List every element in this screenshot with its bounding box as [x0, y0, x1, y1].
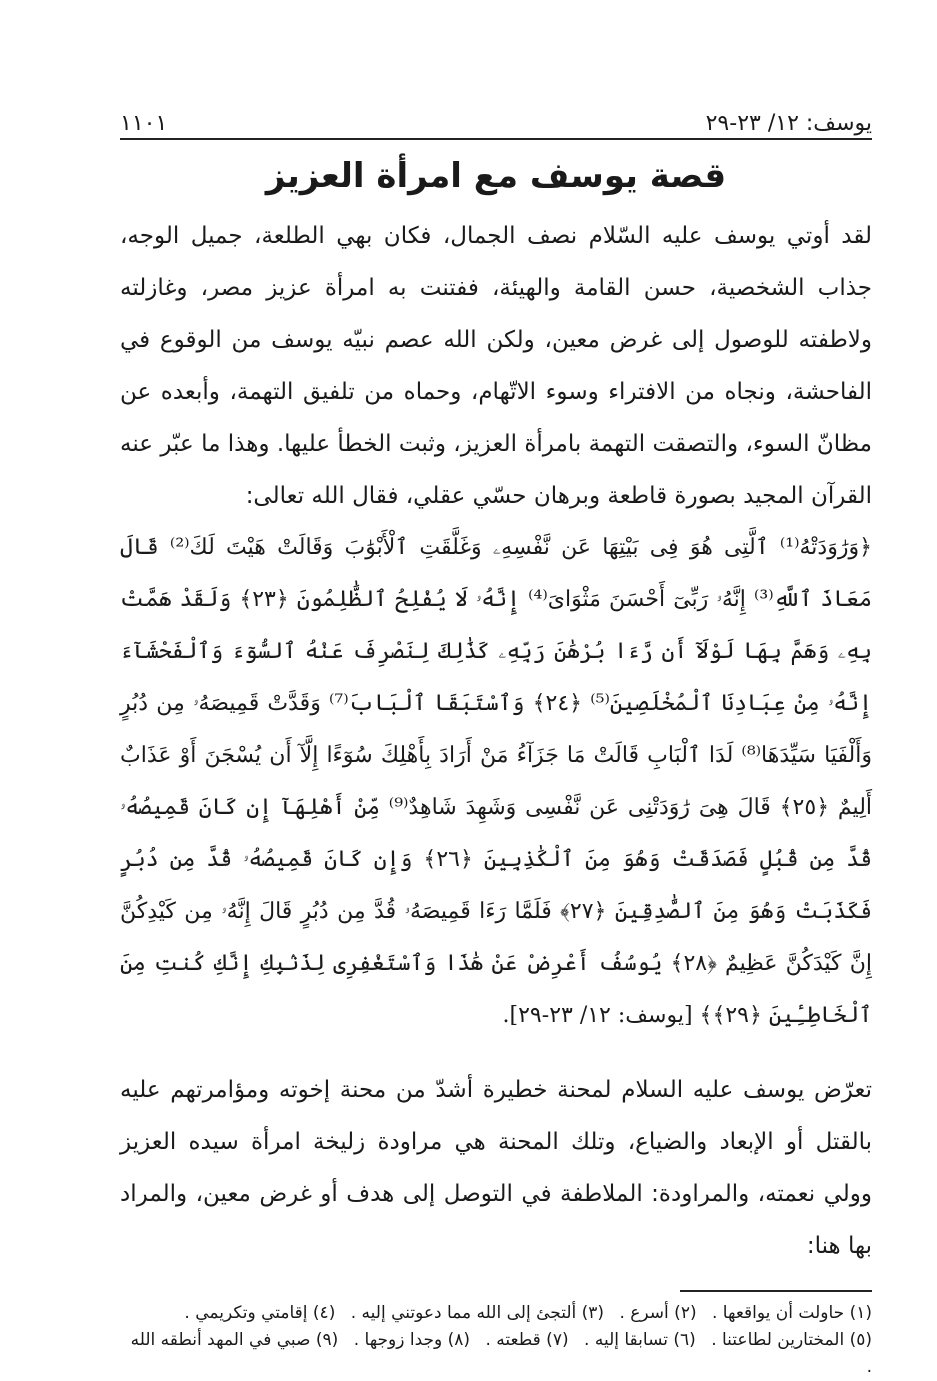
page-header — [120, 96, 872, 136]
chapter-reference: يوسف: ١٢/ ٢٣-٢٩ — [705, 111, 872, 136]
footnote-5: (٥) المختارين لطاعتنا . — [711, 1330, 872, 1350]
footnote-2: (٢) أسرع . — [619, 1303, 697, 1323]
footnote-3: (٣) ألتجئ إلى الله مما دعوتني إليه . — [350, 1303, 605, 1323]
intro-paragraph: لقد أوتي يوسف عليه السّلام نصف الجمال، فكان بهي الطلعة، جميل الوجه، جذاب الشخصية، حسن القامة والهيئة، ففتنت به امرأة عزيز مصر، وغازلته ولاطفته للوصول إلى غرض معين، ولكن الله عصم نبيّه يوسف من الوقوع في الفاحشة، ونجاه من الافتراء وسوء الاتّهام، وحماه من تلفيق التهمة، وأبعده عن مظانّ السوء، والتصقت التهمة بامرأة العزيز، وثبت الخطأ عليها. وهذا ما عبّر عنه القرآن المجيد بصورة قاطعة وبرهان حسّي عقلي، فقال الله تعالى: — [120, 223, 872, 509]
book-page — [120, 96, 872, 1381]
footnote-rule — [680, 1290, 872, 1292]
footnote-line-2 — [120, 1327, 872, 1381]
footnote-7: (٧) قطعته . — [485, 1330, 569, 1350]
footnote-line-1 — [120, 1300, 872, 1327]
footnote-4: (٤) إقامتي وتكريمي . — [184, 1303, 336, 1323]
footnote-9: (٩) صبي في المهد أنطقه الله . — [130, 1330, 872, 1377]
quran-passage: ﴿وَرَٰوَدَتْهُ⁽¹⁾ ٱلَّتِى هُوَ فِى بَيْتِهَا عَن نَّفْسِهِۦ وَغَلَّقَتِ ٱلْأَبْوَٰبَ وَقَالَتْ هَيْتَ لَكَ⁽²⁾ قَالَ مَعَاذَ ٱللَّهِ⁽³⁾ إِنَّهُۥ رَبِّىٓ أَحْسَنَ مَثْوَاىَ⁽⁴⁾ إِنَّهُۥ لَا يُفْلِحُ ٱلظَّٰلِمُونَ ﴿٢٣﴾ وَلَقَدْ هَمَّتْ بِهِۦ وَهَمَّ بِهَا لَوْلَآ أَن رَّءَا بُرْهَٰنَ رَبِّهِۦ كَذَٰلِكَ لِنَصْرِفَ عَنْهُ ٱلسُّوٓءَ وَٱلْفَحْشَآءَ إِنَّهُۥ مِنْ عِبَادِنَا ٱلْمُخْلَصِينَ⁽⁵⁾ ﴿٢٤﴾ وَٱسْتَبَقَا ٱلْبَابَ⁽⁷⁾ وَقَدَّتْ قَمِيصَهُۥ مِن دُبُرٍ وَأَلْفَيَا سَيِّدَهَا⁽⁸⁾ لَدَا ٱلْبَابِ قَالَتْ مَا جَزَآءُ مَنْ أَرَادَ بِأَهْلِكَ سُوٓءًا إِلَّآ أَن يُسْجَنَ أَوْ عَذَابٌ أَلِيمٌ ﴿٢٥﴾ قَالَ هِىَ رَٰوَدَتْنِى عَن نَّفْسِى وَشَهِدَ شَاهِدٌ⁽⁹⁾ مِّنْ أَهْلِهَآ إِن كَانَ قَمِيصُهُۥ قُدَّ مِن قُبُلٍ فَصَدَقَتْ وَهُوَ مِنَ ٱلْكَٰذِبِينَ ﴿٢٦﴾ وَإِن كَانَ قَمِيصُهُۥ قُدَّ مِن دُبُرٍ فَكَذَبَتْ وَهُوَ مِنَ ٱلصَّٰدِقِينَ ﴿٢٧﴾ فَلَمَّا رَءَا قَمِيصَهُۥ قُدَّ مِن دُبُرٍ قَالَ إِنَّهُۥ مِن كَيْدِكُنَّ إِنَّ كَيْدَكُنَّ عَظِيمٌ ﴿٢٨﴾ يُوسُفُ أَعْرِضْ عَنْ هَٰذَا وَٱسْتَغْفِرِى لِذَنۢبِكِ إِنَّكِ كُنتِ مِنَ ٱلْخَاطِـِٔينَ ﴿٢٩﴾﴾ [يوسف: ١٢/ ٢٣-٢٩]. — [120, 535, 873, 1028]
section-title: قصة يوسف مع امرأة العزيز — [265, 156, 727, 196]
second-paragraph: تعرّض يوسف عليه السلام لمحنة خطيرة أشدّ من محنة إخوته ومؤامرتهم عليه بالقتل أو الإبعاد والضياع، وتلك المحنة هي مراودة زليخة امرأة سيده العزيز وولي نعمته، والمراودة: الملاطفة في التوصل إلى هدف أو غرض معين، والمراد بها هنا: — [120, 1077, 872, 1259]
footnote-1: (١) حاولت أن يواقعها . — [712, 1303, 872, 1323]
footnotes — [120, 1300, 872, 1381]
page-number: ١١٠١ — [120, 111, 168, 136]
footnote-8: (٨) وجدا زوجها . — [353, 1330, 471, 1350]
footnote-6: (٦) تسابقا إليه . — [584, 1330, 696, 1350]
header-rule — [120, 138, 872, 140]
